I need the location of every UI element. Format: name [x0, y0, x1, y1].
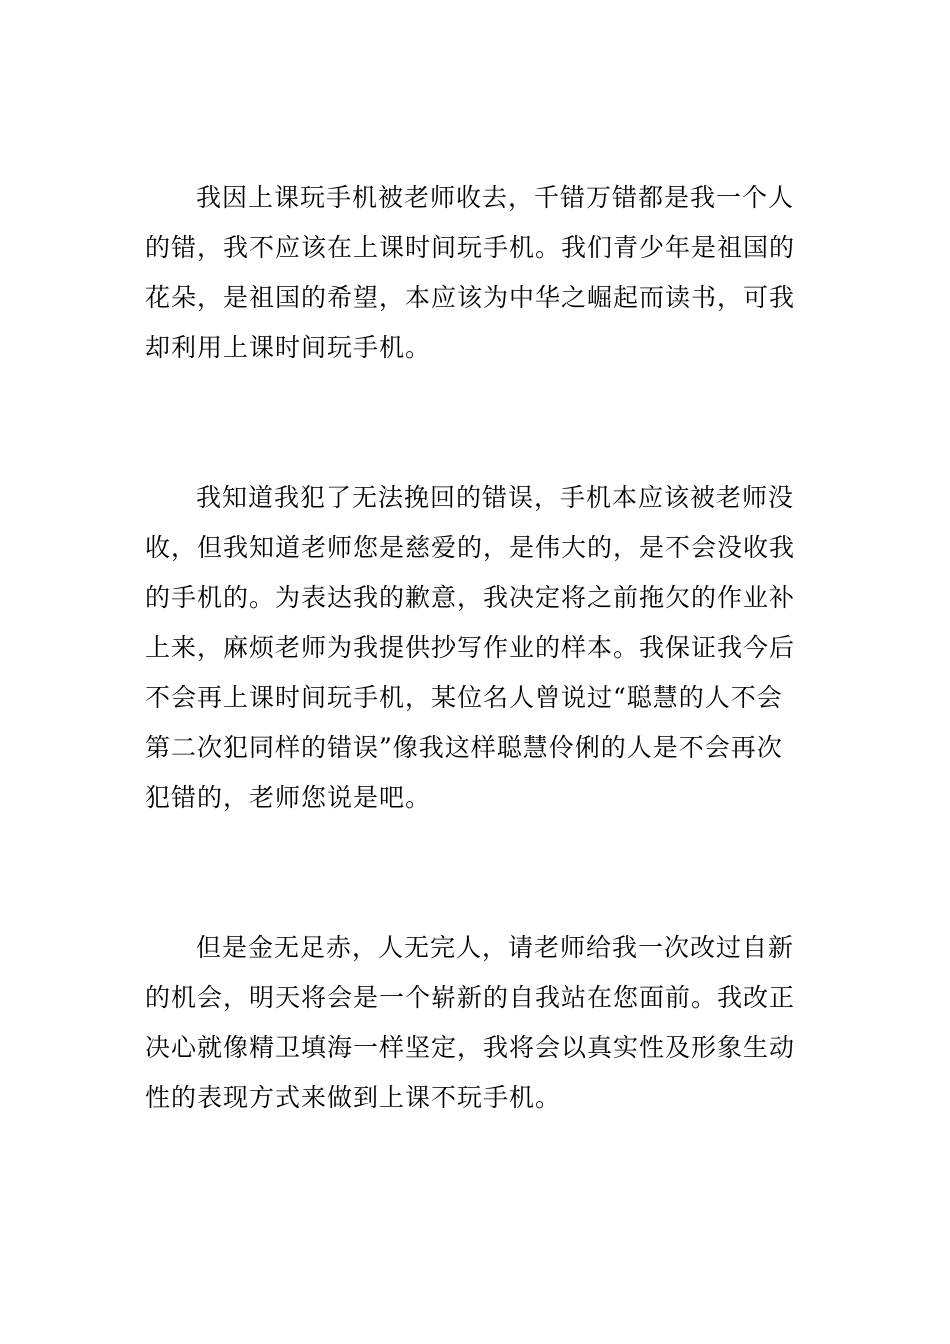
text-line: 却利用上课时间玩手机。 — [145, 333, 432, 362]
paragraph-3 — [145, 923, 815, 1123]
paragraph-2 — [145, 473, 815, 823]
text-line: 收，但我知道老师您是慈爱的，是伟大的，是不会没收我 — [145, 533, 796, 562]
text-line: 的手机的。为表达我的歉意，我决定将之前拖欠的作业补 — [145, 583, 796, 612]
text-line: 上来，麻烦老师为我提供抄写作业的样本。我保证我今后 — [145, 633, 796, 662]
text-line: 我因上课玩手机被老师收去，千错万错都是我一个人 — [196, 183, 795, 212]
text-line: 决心就像精卫填海一样坚定，我将会以真实性及形象生动 — [145, 1033, 796, 1062]
text-line: 第二次犯同样的错误”像我这样聪慧伶俐的人是不会再次 — [145, 733, 783, 762]
text-line: 的错，我不应该在上课时间玩手机。我们青少年是祖国的 — [145, 233, 796, 262]
text-line: 的机会，明天将会是一个崭新的自我站在您面前。我改正 — [145, 983, 796, 1012]
text-line: 但是金无足赤，人无完人，请老师给我一次改过自新 — [196, 933, 795, 962]
text-line: 性的表现方式来做到上课不玩手机。 — [145, 1083, 562, 1112]
text-line: 花朵，是祖国的希望，本应该为中华之崛起而读书，可我 — [145, 283, 796, 312]
paragraph-1 — [145, 173, 815, 373]
text-line: 不会再上课时间玩手机，某位名人曾说过“聪慧的人不会 — [145, 683, 783, 712]
text-line: 犯错的，老师您说是吧。 — [145, 783, 432, 812]
text-line: 我知道我犯了无法挽回的错误，手机本应该被老师没 — [196, 483, 795, 512]
